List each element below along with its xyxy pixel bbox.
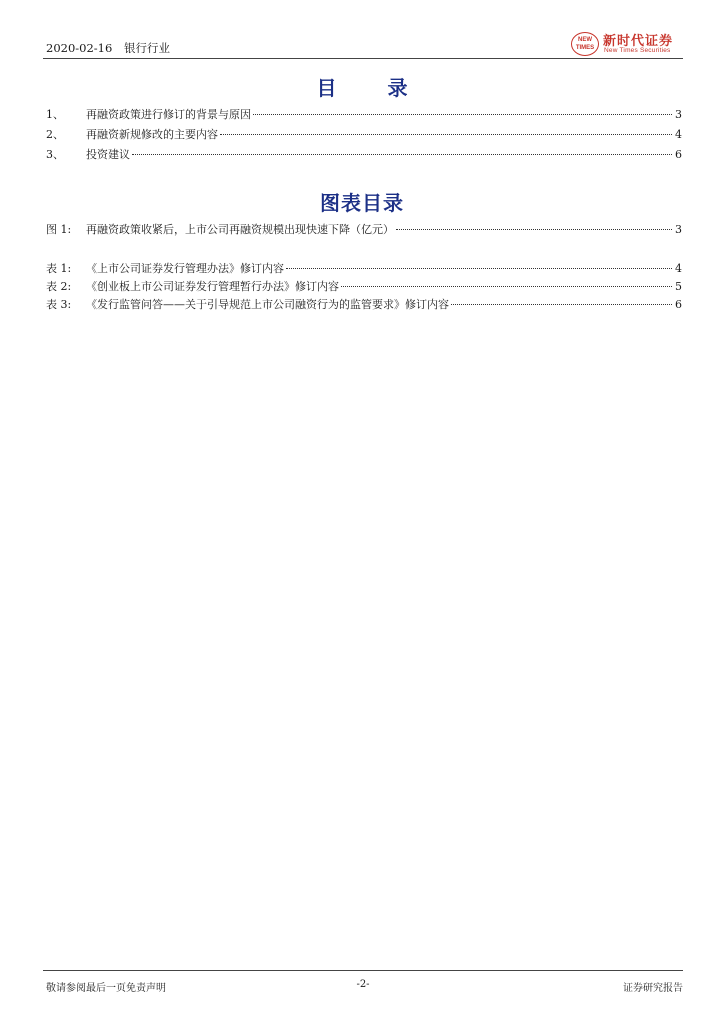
- table-entry-text: 《上市公司证券发行管理办法》修订内容: [86, 262, 284, 275]
- toc-entry-text: 再融资政策进行修订的背景与原因: [86, 108, 251, 121]
- page-header: [43, 30, 683, 59]
- table-entry-text: 《创业板上市公司证券发行管理暂行办法》修订内容: [86, 280, 339, 293]
- table-entry-number: 表 2:: [46, 280, 72, 293]
- page-footer: [43, 970, 683, 995]
- table-entry-page: 4: [675, 262, 682, 275]
- figure-entry-text: 再融资政策收紧后，上市公司再融资规模出现快速下降（亿元）: [86, 223, 394, 236]
- toc-entry-number: 3、: [46, 148, 64, 161]
- table-entry-page: 6: [675, 298, 682, 311]
- dot-leader: [220, 134, 672, 135]
- footer-report-type: 证券研究报告: [623, 983, 683, 994]
- table-entry-text: 《发行监管问答——关于引导规范上市公司融资行为的监管要求》修订内容: [86, 298, 449, 311]
- dot-leader: [451, 304, 672, 305]
- toc-entry-number: 2、: [46, 128, 64, 141]
- table-entry-page: 5: [675, 280, 682, 293]
- company-logo: [571, 30, 683, 56]
- figure-entry[interactable]: [46, 221, 682, 237]
- toc-entry-text: 投资建议: [86, 148, 130, 161]
- logo-name: 新时代证券: [603, 34, 674, 49]
- industry-label: 银行行业: [123, 41, 170, 55]
- report-date: 2020-02-16: [46, 41, 113, 55]
- table-entry[interactable]: [46, 260, 682, 276]
- logo-mark-icon: NEW TIMES: [571, 32, 599, 56]
- toc-entry-page: 3: [675, 108, 682, 121]
- table-entry[interactable]: [46, 296, 682, 312]
- logo-english: New Times Securities: [604, 47, 671, 54]
- dot-leader: [253, 114, 672, 115]
- toc-entry-page: 4: [675, 128, 682, 141]
- dot-leader: [341, 286, 672, 287]
- figure-list-title: 图表目录: [320, 191, 404, 215]
- table-entry-number: 表 3:: [46, 298, 72, 311]
- dot-leader: [286, 268, 672, 269]
- table-entry-number: 表 1:: [46, 262, 72, 275]
- header-meta: [46, 40, 170, 56]
- dot-leader: [396, 229, 672, 230]
- footer-page-number: -2-: [356, 979, 370, 990]
- footer-disclaimer: 敬请参阅最后一页免责声明: [46, 983, 166, 994]
- figure-entry-page: 3: [675, 223, 682, 236]
- toc-entry[interactable]: [46, 126, 682, 142]
- toc-title: 目 录: [316, 76, 430, 100]
- toc-entry-number: 1、: [46, 108, 64, 121]
- table-entry[interactable]: [46, 278, 682, 294]
- figure-entry-number: 图 1:: [46, 223, 72, 236]
- toc-entry-text: 再融资新规修改的主要内容: [86, 128, 218, 141]
- toc-entry[interactable]: [46, 146, 682, 162]
- toc-entry[interactable]: [46, 106, 682, 122]
- toc-entry-page: 6: [675, 148, 682, 161]
- dot-leader: [132, 154, 672, 155]
